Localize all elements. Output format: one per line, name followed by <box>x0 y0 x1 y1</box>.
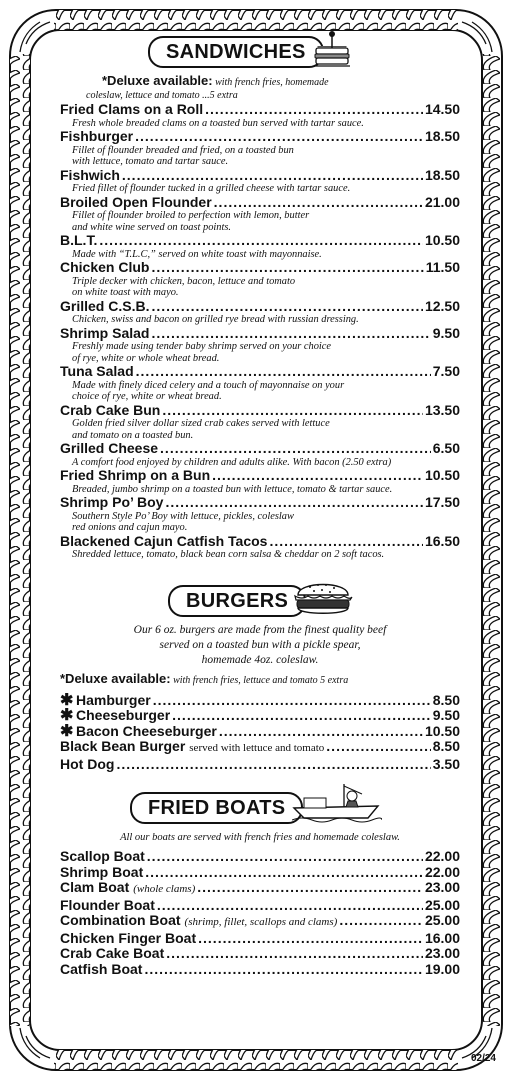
item-description: A comfort food enjoyed by children and adults alike. With bacon (2.50 extra) <box>72 456 392 468</box>
boat-list <box>60 849 460 977</box>
item-name <box>60 299 149 315</box>
item-name-text: Bacon Cheeseburger <box>76 722 217 739</box>
item-description: Made with finely diced celery and a touch of mayonnaise on your <box>72 379 345 391</box>
menu-date: 02/24 <box>470 1053 496 1064</box>
item-name <box>60 129 133 145</box>
leader-dots <box>339 913 423 929</box>
item-description: Golden fried silver dollar sized crab cakes served with lettuce <box>72 418 330 429</box>
burgers-title: BURGERS <box>168 585 306 617</box>
menu-item <box>60 260 460 276</box>
item-price: 21.00 <box>424 193 460 210</box>
burger-list <box>60 693 460 773</box>
item-description: and white wine served on toast points. <box>72 221 232 233</box>
menu-item <box>60 403 460 419</box>
menu-item <box>60 233 460 249</box>
item-name <box>60 364 134 380</box>
leader-dots <box>135 129 423 145</box>
item-price: 14.50 <box>424 101 460 117</box>
item-price: 22.00 <box>424 848 460 864</box>
fishing-boat-icon <box>292 780 382 824</box>
item-name <box>60 441 158 457</box>
item-price: 8.50 <box>432 738 460 754</box>
item-name-text: Chicken Club <box>60 259 150 275</box>
item-name <box>60 326 149 342</box>
burger-deluxe-note <box>60 672 460 687</box>
leader-dots <box>326 739 430 755</box>
leader-dots <box>166 946 423 962</box>
menu-item <box>60 534 460 550</box>
item-name <box>60 534 267 550</box>
boats-intro: All our boats are served with french fries and homemade coleslaw. <box>120 832 400 843</box>
item-description: Made with “T.L.C,” served on white toast with mayonnaise. <box>72 248 322 260</box>
item-name <box>60 913 337 931</box>
leader-dots <box>153 693 431 709</box>
item-name-text: Hamburger <box>76 691 151 708</box>
item-name <box>60 880 195 898</box>
item-name-text: Broiled Open Flounder <box>60 193 212 210</box>
leader-dots <box>151 260 423 276</box>
menu-item <box>60 946 460 962</box>
deluxe-desc: with french fries, lettuce and tomato 5 extra <box>173 674 349 686</box>
item-name-text: Flounder Boat <box>60 896 155 913</box>
leader-dots <box>165 495 422 511</box>
menu-item <box>60 195 460 211</box>
menu-item <box>60 931 460 947</box>
item-name <box>60 403 160 419</box>
item-name-text: Blackened Cajun Catfish Tacos <box>60 532 268 549</box>
deluxe-label: *Deluxe available: <box>60 670 171 686</box>
item-name-text: Fried Shrimp on a Bun <box>60 467 211 483</box>
item-price: 6.50 <box>432 440 460 456</box>
item-price: 10.50 <box>424 467 460 483</box>
item-subtext: (whole clams) <box>133 883 196 895</box>
item-subtext: (shrimp, fillet, scallops and clams) <box>184 916 338 928</box>
item-name-text: Shrimp Po’ Boy <box>60 494 164 510</box>
item-price: 25.00 <box>424 896 460 913</box>
item-name-text: Hot Dog <box>60 755 115 772</box>
leader-dots <box>269 534 422 550</box>
leader-dots <box>160 441 431 457</box>
item-description: Fried fillet of flounder tucked in a grilled cheese with tartar sauce. <box>72 183 351 194</box>
item-name <box>60 495 163 511</box>
menu-item <box>60 168 460 184</box>
item-price: 17.50 <box>424 494 460 510</box>
sandwich-list <box>60 102 460 561</box>
item-name-text: Combination Boat <box>60 912 181 928</box>
menu-item <box>60 962 460 978</box>
leader-dots <box>212 468 423 484</box>
menu-item <box>60 898 460 914</box>
menu-item <box>60 880 460 898</box>
leader-dots <box>157 898 423 914</box>
menu-item <box>60 691 460 709</box>
item-price: 16.50 <box>424 532 460 549</box>
leader-dots <box>99 233 423 249</box>
item-description: on white toast with mayo. <box>72 287 179 298</box>
leader-dots <box>205 102 423 118</box>
item-name <box>60 195 212 211</box>
item-name-text: Grilled C.S.B. <box>60 297 150 314</box>
item-name <box>60 722 217 740</box>
item-subtext: served with lettuce and tomato <box>189 742 325 754</box>
burger-intro-line: homemade 4oz. coleslaw. <box>201 653 319 666</box>
menu-item <box>60 495 460 511</box>
menu-item <box>60 129 460 145</box>
item-name-text: Fishwich <box>60 166 120 183</box>
menu-item <box>60 299 460 315</box>
item-name <box>60 468 210 484</box>
leader-dots <box>116 757 430 773</box>
item-description: Fresh whole breaded clams on a toasted bun served with tartar sauce. <box>72 117 364 129</box>
item-description: and tomato on a toasted bun. <box>72 429 194 441</box>
item-name <box>60 691 151 709</box>
item-description: Triple decker with chicken, bacon, lettuce and tomato <box>72 275 296 287</box>
item-name-text: Clam Boat <box>60 879 130 895</box>
item-name <box>60 260 149 276</box>
item-description: Breaded, jumbo shrimp on a toasted bun with lettuce, tomato & tartar sauce. <box>72 483 393 495</box>
item-description: with lettuce, tomato and tartar sauce. <box>72 156 229 167</box>
star-icon: ✱ <box>60 691 74 709</box>
item-price: 8.50 <box>432 691 460 708</box>
item-description: Freshly made using tender baby shrimp served on your choice <box>72 341 332 352</box>
item-price: 23.00 <box>424 945 460 961</box>
leader-dots <box>151 326 430 342</box>
item-name <box>60 233 97 249</box>
burger-intro-line: served on a toasted bun with a pickle spear, <box>159 638 361 651</box>
leader-dots <box>122 168 423 184</box>
menu-item <box>60 913 460 931</box>
burger-intro-line: Our 6 oz. burgers are made from the finest quality beef <box>133 623 387 636</box>
leader-dots <box>136 364 431 380</box>
item-price: 9.50 <box>432 324 460 341</box>
star-icon: ✱ <box>60 722 74 740</box>
item-name-text: Black Bean Burger <box>60 738 186 754</box>
item-price: 22.00 <box>424 863 460 880</box>
item-name <box>60 757 114 773</box>
item-name-text: Crab Cake Boat <box>60 945 165 961</box>
leader-dots <box>214 195 423 211</box>
menu-item <box>60 707 460 724</box>
leader-dots <box>145 865 423 881</box>
leader-dots <box>197 880 423 896</box>
menu-item <box>60 102 460 118</box>
item-description: Shredded lettuce, tomato, black bean corn salsa & cheddar on 2 soft tacos. <box>72 549 385 560</box>
item-name-text: Fishburger <box>60 128 134 144</box>
deluxe-desc: with french fries, homemade <box>215 77 329 88</box>
menu-item <box>60 364 460 380</box>
menu-item <box>60 757 460 773</box>
item-name <box>60 168 120 184</box>
leader-dots <box>219 724 423 740</box>
burgers-header <box>60 583 460 617</box>
item-name <box>60 962 142 978</box>
item-description: choice of rye, white or wheat bread. <box>72 391 222 402</box>
item-price: 10.50 <box>424 722 460 739</box>
item-price: 23.00 <box>424 879 460 895</box>
item-name <box>60 102 203 118</box>
star-icon: ✱ <box>60 707 74 724</box>
menu-item <box>60 739 460 757</box>
menu-item <box>60 326 460 342</box>
sandwich-deluxe-note <box>60 74 460 89</box>
item-description: of rye, white or whole wheat bread. <box>72 352 220 364</box>
menu-item <box>60 849 460 865</box>
item-name-text: Catfish Boat <box>60 960 143 977</box>
item-price: 10.50 <box>424 232 460 248</box>
item-name <box>60 739 324 757</box>
item-price: 12.50 <box>424 297 460 314</box>
item-name-text: Grilled Cheese <box>60 440 159 456</box>
item-description: red onions and cajun mayo. <box>72 522 188 533</box>
item-name-text: Tuna Salad <box>60 363 134 379</box>
item-price: 16.00 <box>424 929 460 946</box>
item-name <box>60 946 164 962</box>
menu-content <box>60 34 460 977</box>
item-price: 11.50 <box>425 259 460 275</box>
item-price: 18.50 <box>424 128 460 144</box>
leader-dots <box>198 931 423 947</box>
item-price: 9.50 <box>432 707 460 723</box>
item-price: 7.50 <box>432 363 460 379</box>
item-name-text: B.L.T. <box>60 232 98 248</box>
item-price: 3.50 <box>432 755 460 772</box>
item-name-text: Shrimp Salad <box>60 324 150 341</box>
boats-header <box>60 790 460 824</box>
item-name-text: Shrimp Boat <box>60 863 144 880</box>
sandwiches-title: SANDWICHES <box>148 36 324 68</box>
item-name-text: Fried Clams on a Roll <box>60 101 204 117</box>
menu-item <box>60 722 460 740</box>
item-description: Chicken, swiss and bacon on grilled rye bread with russian dressing. <box>72 314 359 325</box>
burger-icon <box>292 577 354 619</box>
sandwich-icon <box>312 30 352 68</box>
item-name-text: Crab Cake Bun <box>60 401 161 418</box>
leader-dots <box>151 299 422 315</box>
boats-title: FRIED BOATS <box>130 792 303 824</box>
item-name <box>60 849 145 865</box>
item-price: 25.00 <box>424 912 460 928</box>
menu-item <box>60 441 460 457</box>
item-name <box>60 898 155 914</box>
item-price: 18.50 <box>424 166 460 183</box>
leader-dots <box>172 708 431 724</box>
item-name <box>60 931 196 947</box>
leader-dots <box>144 962 423 978</box>
item-description: Fillet of flounder breaded and fried, on a toasted bun <box>72 144 294 156</box>
item-name <box>60 865 143 881</box>
item-name-text: Scallop Boat <box>60 848 145 864</box>
menu-item <box>60 865 460 881</box>
item-description: Southern Style Po’ Boy with lettuce, pickles, coleslaw <box>72 510 294 522</box>
deluxe-desc-2: coleslaw, lettuce and tomato ...5 extra <box>86 90 238 101</box>
item-name-text: Cheeseburger <box>76 707 171 723</box>
burger-intro <box>60 623 460 668</box>
item-name <box>60 707 171 724</box>
menu-item <box>60 468 460 484</box>
sandwiches-header <box>60 34 460 68</box>
item-name-text: Chicken Finger Boat <box>60 929 197 946</box>
leader-dots <box>147 849 423 865</box>
item-description: Fillet of flounder broiled to perfection with lemon, butter <box>72 210 310 221</box>
item-price: 19.00 <box>424 960 460 977</box>
deluxe-label: *Deluxe available: <box>102 73 213 88</box>
item-price: 13.50 <box>424 401 460 418</box>
leader-dots <box>162 403 423 419</box>
